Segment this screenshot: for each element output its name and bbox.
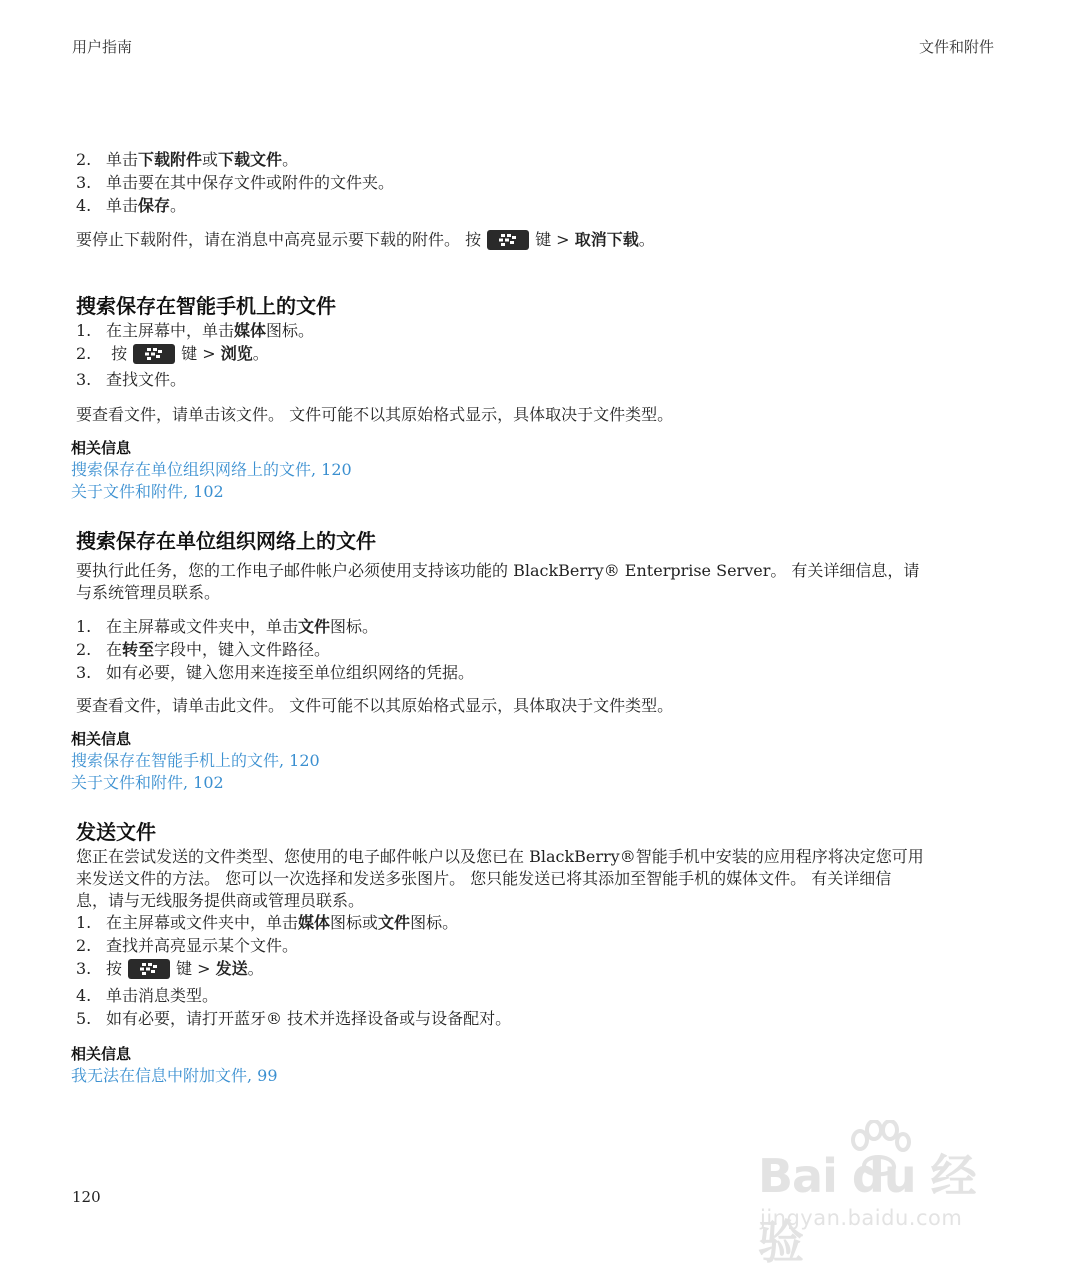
section-note: 要查看文件，请单击该文件。 文件可能不以其原始格式显示，具体取决于文件类型。 [76,405,674,424]
step-item: 2. 按 键 > 浏览。 [76,344,269,363]
blackberry-menu-key-icon [133,344,175,364]
section-intro-line: 来发送文件的方法。 您可以一次选择和发送多张图片。 您只能发送已将其添加至智能手机的媒体文件。 有关详细信 [76,869,892,888]
header-chapter-title: 文件和附件 [918,38,994,56]
step-item: 2. 查找并高亮显示某个文件。 [76,936,299,955]
blackberry-menu-key-icon [487,230,529,250]
related-info-heading: 相关信息 [71,730,132,748]
section-note: 要查看文件，请单击此文件。 文件可能不以其原始格式显示，具体取决于文件类型。 [76,696,674,715]
step-item: 4. 单击保存。 [76,196,187,215]
related-link[interactable]: 关于文件和附件, 102 [71,482,224,501]
related-link[interactable]: 搜索保存在智能手机上的文件, 120 [71,751,320,770]
blackberry-menu-key-icon [128,959,170,979]
watermark-url: jingyan.baidu.com [760,1206,963,1230]
step-item: 3. 查找文件。 [76,370,187,389]
step-item: 2. 在转至字段中，键入文件路径。 [76,640,331,659]
step-item: 1. 在主屏幕或文件夹中，单击文件图标。 [76,617,379,636]
header-doc-title: 用户指南 [72,38,133,56]
section-intro-line: 您正在尝试发送的文件类型、您使用的电子邮件帐户以及您已在 BlackBerry®智能手机中安装的应用程序将决定您可用 [76,847,924,866]
step-item: 5. 如有必要，请打开蓝牙® 技术并选择设备或与设备配对。 [76,1009,512,1028]
cancel-download-note: 要停止下载附件，请在消息中高亮显示要下载的附件。 按 键 > 取消下载。 [76,230,655,249]
step-item: 3. 按 键 > 发送。 [76,959,264,978]
watermark-logo: Bai du 经验 [758,1149,976,1269]
related-link[interactable]: 关于文件和附件, 102 [71,773,224,792]
related-info-heading: 相关信息 [71,439,132,457]
step-item: 1. 在主屏幕或文件夹中，单击媒体图标或文件图标。 [76,913,459,932]
step-item: 3. 如有必要，键入您用来连接至单位组织网络的凭据。 [76,663,475,682]
section-intro-line: 要执行此任务，您的工作电子邮件帐户必须使用支持该功能的 BlackBerry® Enterprise Server。 有关详细信息，请 [76,561,920,580]
step-item: 4. 单击消息类型。 [76,986,219,1005]
section-title: 搜索保存在智能手机上的文件 [76,294,336,318]
related-link[interactable]: 我无法在信息中附加文件, 99 [71,1066,278,1085]
section-intro-line: 与系统管理员联系。 [76,583,221,602]
section-title: 发送文件 [76,820,156,844]
baidu-jingyan-watermark [758,1120,1008,1269]
step-item: 2. 单击下载附件或下载文件。 [76,150,299,169]
related-info-heading: 相关信息 [71,1045,132,1063]
step-item: 1. 在主屏幕中，单击媒体图标。 [76,321,315,340]
step-item: 3. 单击要在其中保存文件或附件的文件夹。 [76,173,395,192]
section-title: 搜索保存在单位组织网络上的文件 [76,529,376,553]
section-intro-line: 息，请与无线服务提供商或管理员联系。 [76,891,365,910]
related-link[interactable]: 搜索保存在单位组织网络上的文件, 120 [71,460,352,479]
page-number: 120 [72,1188,101,1206]
